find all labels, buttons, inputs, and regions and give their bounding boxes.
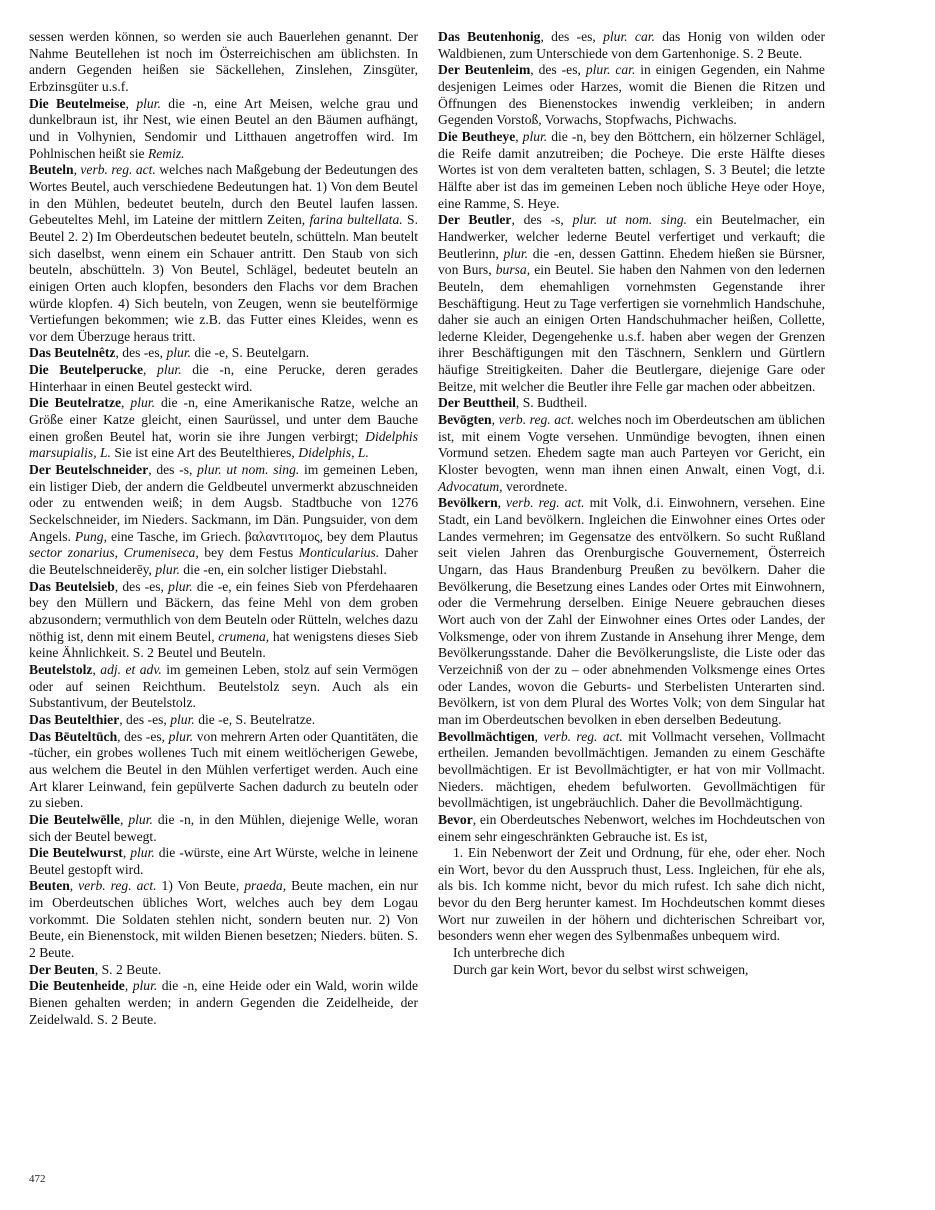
- latin-term: sector zonarius, Crumeniseca,: [29, 545, 199, 561]
- page-number: 472: [29, 1173, 46, 1185]
- entry-continuation: [29, 29, 418, 96]
- grammar: plur.: [130, 395, 155, 411]
- entry-beutelschneider: [29, 462, 418, 579]
- entry-beutelnetz: [29, 345, 418, 362]
- verse-line: Ich unterbreche dich: [453, 945, 565, 961]
- lemma: Bevölkern: [438, 495, 498, 511]
- grammar: plur. ut nom. sing.: [572, 212, 688, 228]
- entry-text: ein Beutel. Sie haben den Nahmen von den ledernen Beuteln, dem ehemahligen vornehmsten Gegenstande ihrer Beschäftigung. Heut zu Tage verfertigen sie vornehmlich Handschuhe, daher sie auch an einigen Orten Handschuhmacher heißen, Collette, lederne Kleider, Degengehenke u.s.f. haben aber wegen der Grenzen ihrer Beschäftigungen mit den Täschnern, Senklern und Gürtlern häufige Streitigkeiten. Daher die Beutlergare, diejenige Gare oder Beitze, mit welcher die Beutler ihre Felle gar machen oder abbeitzen.: [438, 262, 825, 394]
- entry-text: die -n, bey den Böttchern, ein hölzerner Schlägel, die Reife damit anzutreiben; die Pocheye. Die erste Hälfte dieses Wortes ist von dem veralteten batten, schlagen, S. 3 Beutel; die letzte Hälfte aber ist das im gemeinen Leben noch übliche Heye oder Hoye, eine Ramme, S. Heye.: [438, 128, 826, 211]
- right-column: [438, 29, 825, 978]
- entry-beutenhonig: [438, 29, 825, 62]
- entry-text: die -n, in den Mühlen, diejenige Welle, woran sich der Beutel bewegt.: [29, 811, 418, 844]
- entry-text: die -n, eine Amerikanische Ratze, welche an Größe einer Katze gleicht, einen Saurüssel, und unter dem Bauche einen großen Beutel hat, worin sie ihre Jungen verbirgt;: [29, 395, 419, 444]
- entry-bevollmaechtigen: Bevollmächtigen, verb. reg. act. mit Vollmacht versehen, Vollmacht ertheilen. Jemanden bevollmächtigen. Jemanden zu einem Geschäfte bevollmächtigen. Er ist Bevollmächtigter, er hat von mir Vollmacht. Nieders. mächtigen, ehedem befulworten. Gevollmächtigen für bevollmächtigen, ist ungebräuchlich. Daher die Bevollmächtigung.: [438, 728, 826, 811]
- lemma: Der Beuttheil: [438, 395, 516, 411]
- latin-term: Advocatum,: [438, 478, 503, 494]
- entry-beuteln: Beuteln, verb. reg. act. welches nach Maßgebung der Bedeutungen des Wortes Beutel, auch verschiedene Bedeutungen hat. 1) Von dem Beutel in den Mühlen, bedeutet beuteln, durch den Beutel laufen lassen. Gebeuteltes Mehl, im Lateine der mittlern Zeiten, farina bultellata. S. Beutel 2. 2) Im Oberdeutschen bedeutet beuteln, schütteln. Man beutelt sich daselbst, wenn einem ein Schauer antritt. Den Staub von sich beuteln, abschütteln. 3) Von Beutel, Schlägel, bedeutet beuteln an einigen Orten auch klopfen, besonders den Flachs vor dem Brachen würde klopfen. 4) Sich beuteln, von Zeugen, wenn sie beutelförmige Vertiefungen bekommen; wie z.B. das Futter eines Kleides, wenn es vor dem Überzuge heraus tritt.: [29, 162, 419, 344]
- entry-text: Sie ist eine Art des Beutelthieres,: [114, 445, 295, 461]
- entry-bevogten: Bevōgten, verb. reg. act. welches noch im Oberdeutschen am üblichen ist, mit einem Vogte versehen. Unmündige bevogten, ihnen einen Vormund setzen. Ehedem sagte man auch Parteyen vor Gericht, ein Kloster bevogten, wenn man ihnen einen Anwalt, einen Vogt, d.i. Advocatum, verordnete.: [438, 412, 826, 494]
- grammar: plur.: [503, 245, 529, 261]
- grammar: plur.: [132, 978, 158, 994]
- entry-text: Beute machen, ein nur im Oberdeutschen übliches Wort, welches auch bey dem Logau vorkommt. Die Soldaten stehlen nicht, sondern beuten nur. 2) Von Beute, ein Bienenstock, mit wilden Bienen besetzen; Nieders. büten. S. 2 Beute.: [29, 878, 419, 961]
- entry-beutelthier: [29, 712, 418, 729]
- entry-genitive: , des -es,: [119, 711, 167, 727]
- grammar: verb. reg. act.: [78, 878, 157, 894]
- entry-text: die -e, S. Beutelgarn.: [194, 345, 310, 361]
- lemma: Bevor: [438, 811, 473, 827]
- latin-term: farina bultellata.: [309, 212, 403, 228]
- entry-text: 1. Ein Nebenwort der Zeit und Ordnung, für ehe, oder eher. Noch ein Wort, bevor du den Ausspruch thust, Less. Ingleichen, für ehe als, als bis. Ich komme nicht, bevor du mich rufest. Ich sahe dich nicht, bevor du den Berg herunter kamest. Im Hochdeutschen kommt dieses Wort nur zuweilen in der höhern und dichterischen Schreibart vor, besonders wenn eher wegen des Sylbenmaßes unbequem wird.: [438, 845, 825, 944]
- entry-text: die -würste, eine Art Würste, welche in leinene Beutel gestopft wird.: [29, 845, 418, 877]
- lemma: Die Beutenheide: [29, 978, 125, 994]
- entry-text: , S. Budtheil.: [515, 395, 588, 411]
- entry-beutelsieb: [29, 579, 418, 662]
- latin-term: Didelphis, L.: [298, 445, 369, 461]
- left-column: [29, 29, 418, 1028]
- entry-text: von mehrern Arten oder Quantitäten, die -tücher, ein grobes wollenes Tuch mit einem weitlöcherigen Gewebe, aus welchem die Beutel in den Mühlen verfertiget werden. Auch eine Art klarer Leinwand, fein gepülverte Sachen dadurch zu beuteln oder zu sieben.: [29, 728, 418, 811]
- lemma: Der Beutler: [438, 212, 512, 228]
- entry-text: die -e, S. Beutelratze.: [198, 711, 316, 727]
- latin-term: Didelphis marsupialis, L.: [29, 428, 418, 461]
- entry-genitive: , des -es,: [530, 62, 581, 78]
- entry-beutelperucke: Die Beutelperucke, plur. die -n, eine Perucke, deren gerades Hinterhaar in einen Beutel gesteckt wird.: [29, 362, 419, 394]
- grammar: verb. reg. act.: [506, 495, 585, 511]
- lemma: Das Bēuteltūch: [29, 728, 118, 744]
- grammar: plur.: [155, 562, 180, 577]
- lemma: Der Beutenleim: [438, 62, 531, 78]
- lemma: Die Beutelmeise: [29, 95, 126, 111]
- lemma: Bevōgten: [438, 412, 492, 428]
- entry-text: die -n, eine Heide oder ein Wald, worin wilde Bienen gehalten werden; in andern Gegenden die Zeidelheide, der Zeidelwald. S. 2 Beute.: [29, 978, 419, 1027]
- entry-text: mit Volk, d.i. Einwohnern, versehen. Eine Stadt, ein Land bevölkern. Ingleichen die Einwohner eines Ortes oder Landes vermehren; im Gegensatze des entvölkern. So sucht Rußland seit vielen Jahren das Orenburgische Gouvernement, Österreich Ungarn, das Haus Brandenburg Preußen zu bevölkern. Daher die Bevölkerung, die Besetzung eines Landes oder Ortes mit Einwohnern, oder die Vermehrung derselben. Einige Neuere gebrauchen dieses Wort auch von der Zahl der Einwohner eines Ortes oder Landes, der Volksmenge, oder von ihrem Zustande in Ansehung ihrer Menge, dem Bevölkerungsstande. Daher die Bevölkerungsliste, die Liste oder das Verzeichniß von der zu – oder abnehmenden Volksmenge eines Ortes oder Landes, wovon die Geburts- und Sterbelisten Unterarten sind. Bevölkern, ist von dem Plural des Wortes Volk; von dem Singular hat man im Oberdeutschen bevolken in eben derselben Bedeutung.: [438, 495, 825, 727]
- lemma: Bevollmächtigen: [438, 728, 535, 744]
- verse-line: Durch gar kein Wort, bevor du selbst wirst schweigen,: [453, 961, 749, 977]
- entry-beutenheide: Die Beutenheide, plur. die -n, eine Heide oder ein Wald, worin wilde Bienen gehalten werden; in andern Gegenden die Zeidelheide, der Zeidelwald. S. 2 Beute.: [29, 978, 419, 1027]
- grammar: plur. car.: [585, 62, 636, 78]
- entry-text: bey dem Festus: [204, 545, 294, 561]
- entry-genitive: , des -es,: [114, 578, 164, 594]
- entry-beutelmeise: Die Beutelmeise, plur. die -n, eine Art Meisen, welche grau und dunkelbraun ist, ihr Nest, wie einen Beutel an den Bäumen aufhängt, und in Volhynien, Sendomir und Litthauen angetroffen wird. Im Pohlnischen heißt sie Remiz.: [29, 95, 418, 161]
- grammar: verb. reg. act.: [80, 162, 156, 178]
- entry-text: welches nach Maßgebung der Bedeutungen des Wortes Beutel, auch verschiedene Bedeutungen hat. 1) Von dem Beutel in den Mühlen, bedeutet beuteln, durch den Beutel laufen lassen. Gebeuteltes Mehl, im Lateine der mittlern Zeiten,: [29, 162, 418, 228]
- grammar: verb. reg. act.: [543, 728, 623, 744]
- latin-term: bursa,: [495, 262, 531, 278]
- entry-bevor: [438, 812, 825, 845]
- entry-beuteltuch: [29, 729, 418, 812]
- lemma: Der Beuten: [29, 961, 95, 977]
- entry-text: die -e, ein feines Sieb von Pferdehaaren bey den Müllern und Bäckern, das feine Mehl von dem groben abzusondern; vermuthlich von dem Beuteln oder Rütteln, welches dazu nöthig ist, denn mit einem Beutel,: [29, 578, 418, 644]
- entry-beuten: Beuten, verb. reg. act. 1) Von Beute, praeda, Beute machen, ein nur im Oberdeutschen übliches Wort, welches auch bey dem Logau vorkommt. Die Soldaten stehlen nicht, sondern beuten nur. 2) Von Beute, ein Bienenstock, mit wilden Bienen besetzen; Nieders. büten. S. 2 Beute.: [29, 878, 419, 961]
- entry-beuttheil: [438, 395, 825, 412]
- entry-bevoelkern: Bevölkern, verb. reg. act. mit Volk, d.i. Einwohnern, versehen. Eine Stadt, ein Land bevölkern. Ingleichen die Einwohner eines Ortes oder Landes vermehren; im Gegensatze des entvölkern. So sucht Rußland seit vielen Jahren das Orenburgische Gouvernement, Österreich Ungarn, das Haus Brandenburg Preußen zu bevölkern. Daher die Bevölkerung, die Besetzung eines Landes oder Ortes mit Einwohnern, oder die Vermehrung derselben. Einige Neuere gebrauchen dieses Wort auch von der Zahl der Einwohner eines Ortes oder Landes, der Volksmenge, oder von ihrem Zustande in Ansehung ihrer Menge, dem Bevölkerungsstande. Daher die Bevölkerungsliste, die Liste oder das Verzeichniß von der zu – oder abnehmenden Volksmenge eines Ortes oder Landes, wovon die Geburts- und Sterbelisten Unterarten sind. Bevölkern, ist von dem Plural des Wortes Volk; von dem Singular hat man im Oberdeutschen bevolken in eben derselben Bedeutung.: [438, 495, 825, 727]
- entry-text: im gemeinen Leben, ein listiger Dieb, der andern die Geldbeutel unvermerkt abzuschneiden oder zu entwenden weiß; in dem Augsb. Stadtbuche von 1276 Seckelschneider, im Nieders. Sackmann, im Dän. Pungsuider, von dem Angels.: [29, 462, 418, 544]
- grammar: plur.: [522, 128, 548, 144]
- entry-text: Daher die Beutelschneiderēy,: [29, 545, 419, 577]
- entry-text: die -en, ein solcher listiger Diebstahl.: [183, 562, 387, 577]
- lemma: Das Beutelnêtz: [29, 345, 116, 361]
- entry-text: S. Beutel 2. 2) Im Oberdeutschen bedeutet beuteln, schütteln. Man beutelt sich daselbst, wenn einem ein Schauer antritt. Den Staub von sich beuteln, abschütteln. 3) Von Beutel, Schlägel, bedeutet beuteln an einigen Orten auch klopfen, besonders den Flachs vor dem Brachen würde klopfen. 4) Sich beuteln, von Zeugen, wenn sie beutelförmige Vertiefungen bekommen; wie z.B. das Futter eines Kleides, wenn es vor dem Überzuge heraus tritt.: [29, 212, 419, 344]
- entry-beutelstolz: Beutelstolz, adj. et adv. im gemeinen Leben, stolz auf sein Vermögen oder auf seinen Reichthum. Beutelstolz seyn. Auch als ein Substantivum, der Beutelstolz.: [29, 661, 418, 711]
- entry-text: sessen werden können, so werden sie auch Bauerlehen genannt. Der Nahme Beutellehen ist noch im Österreichischen am üblichsten. In andern Gegenden heißen sie Säckellehen, Zinslehen, Zinsgüter, Erbzinsgüter u.s.f.: [29, 29, 418, 94]
- entry-text: die -n, eine Perucke, deren gerades Hinterhaar in einen Beutel gesteckt wird.: [29, 362, 419, 394]
- grammar: plur.: [170, 711, 195, 727]
- entry-der-beuten: [29, 962, 418, 979]
- entry-text: das Honig von wilden oder Waldbienen, zum Unterschiede von dem Gartenhonige. S. 2 Beute.: [438, 29, 825, 61]
- entry-text: die -n, eine Art Meisen, welche grau und dunkelbraun ist, ihr Nest, wie einen Beutel an den Bäumen aufhängt, und in Volhynien, Sendomir und Litthauen angetroffen wird. Im Pohlnischen heißt sie: [29, 95, 418, 161]
- entry-text: welches noch im Oberdeutschen am üblichen ist, mit einem Vogte versehen. Unmündige bevogten, ihnen einen Vormund setzen. Ehedem sagte man auch Parteyen vor Gericht, ein Kloster bevogten, wenn man ihnen einen Anwalt, einen Vogt, d.i.: [438, 412, 826, 478]
- entry-beutler: [438, 212, 825, 395]
- entry-genitive: , des -s,: [511, 212, 564, 228]
- latin-term: Remiz.: [147, 145, 185, 161]
- latin-term: Pung,: [74, 528, 107, 544]
- lemma: Das Beutelsieb: [29, 578, 115, 594]
- entry-text: eine Tasche, im Griech. βαλαντιτομος, bey dem Plautus: [110, 528, 418, 544]
- latin-term: crumena,: [218, 628, 270, 644]
- lemma: Der Beutelschneider: [29, 462, 149, 478]
- lemma: Die Beutelperucke: [29, 362, 144, 378]
- entry-genitive: , des -es,: [115, 345, 164, 361]
- lemma: Beutelstolz: [29, 661, 93, 677]
- latin-term: praeda,: [244, 878, 287, 894]
- entry-genitive: , des -es,: [540, 29, 596, 44]
- grammar: plur. ut nom. sing.: [197, 462, 300, 478]
- lemma: Die Beutelwurst: [29, 845, 123, 861]
- entry-text: 1) Von Beute,: [161, 878, 240, 894]
- entry-text: verordnete.: [505, 478, 568, 494]
- grammar: adj. et adv.: [100, 661, 162, 677]
- entry-beutelratze: Die Beutelratze, plur. die -n, eine Amerikanische Ratze, welche an Größe einer Katze gleicht, einen Saurüssel, und unter dem Bauche einen großen Beutel hat, worin sie ihre Jungen verbirgt; Didelphis marsupialis, L. Sie ist eine Art des Beutelthieres, Didelphis, L.: [29, 395, 419, 461]
- entry-text: hat wenigstens dieses Sieb keine Ähnlichkeit. S. 2 Beutel und Beuteln.: [29, 628, 419, 661]
- grammar: plur.: [130, 845, 155, 861]
- entry-beutelwurst: Die Beutelwurst, plur. die -würste, eine Art Würste, welche in leinene Beutel gestopft wird.: [29, 845, 418, 877]
- entry-genitive: , des -es,: [117, 728, 166, 744]
- lemma: Das Beutelthier: [29, 711, 120, 727]
- grammar: plur.: [168, 578, 193, 594]
- entry-text: , S. 2 Beute.: [94, 961, 162, 977]
- entry-beutelwelle: Die Beutelwēlle, plur. die -n, in den Mühlen, diejenige Welle, woran sich der Beutel bewegt.: [29, 811, 418, 844]
- grammar: plur.: [128, 811, 153, 827]
- lemma: Das Beutenhonig: [438, 29, 541, 44]
- grammar: plur. car.: [603, 29, 655, 44]
- latin-term: Monticularius.: [298, 545, 380, 561]
- entry-beutheye: Die Beutheye, plur. die -n, bey den Böttchern, ein hölzerner Schlägel, die Reife damit anzutreiben; die Pocheye. Die erste Hälfte dieses Wortes ist von dem veralteten batten, schlagen, S. 3 Beutel; die letzte Hälfte aber ist das im gemeinen Leben noch übliche Heye oder Hoye, eine Ramme, S. Heye.: [438, 128, 826, 211]
- entry-text: , ein Oberdeutsches Nebenwort, welches im Hochdeutschen von einem sehr eingeschränkten Gebrauche ist. Es ist,: [438, 811, 825, 844]
- lemma: Beuten: [29, 878, 70, 894]
- lemma: Die Beutelratze: [29, 395, 122, 411]
- entry-genitive: , des -s,: [148, 462, 193, 478]
- entry-text: die -en, dessen Gattinn. Ehedem hießen sie Bürsner, von Burs,: [438, 245, 825, 278]
- grammar: plur.: [136, 95, 161, 111]
- grammar: plur.: [168, 728, 194, 744]
- lemma: Beuteln: [29, 162, 74, 178]
- entry-text: mit Vollmacht versehen, Vollmacht ertheilen. Jemanden bevollmächtigen. Jemanden zu einem Geschäfte bevollmächtigen. Er ist Bevollmächtigter, er hat von mir Vollmacht. Nieders. mächtigen, ehedem befulworten. Gevollmächtigen für bevollmächtigen, ist ungebräuchlich. Daher die Bevollmächtigung.: [438, 728, 826, 811]
- entry-bevor-sense-1: [438, 845, 825, 945]
- entry-beutenleim: [438, 62, 825, 129]
- grammar: plur.: [157, 362, 182, 378]
- grammar: plur.: [166, 345, 192, 361]
- lemma: Die Beutheye: [438, 128, 516, 144]
- entry-text: ein Beutelmacher, ein Handwerker, welcher lederne Beutel verfertiget und verkauft; die Beutlerinn,: [438, 212, 825, 261]
- lemma: Die Beutelwēlle: [29, 811, 121, 827]
- entry-text: in einigen Gegenden, ein Nahme desjenigen Leimes oder Harzes, womit die Bienen die Ritzen und Öffnungen des Bienenstockes inwendig verkleiben; in andern Gegenden Vorstoß, Vorwachs, Stopfwachs, Pichwachs.: [438, 62, 825, 128]
- entry-text: im gemeinen Leben, stolz auf sein Vermögen oder auf seinen Reichthum. Beutelstolz seyn. Auch als ein Substantivum, der Beutelstolz.: [29, 661, 418, 711]
- grammar: verb. reg. act.: [498, 412, 575, 428]
